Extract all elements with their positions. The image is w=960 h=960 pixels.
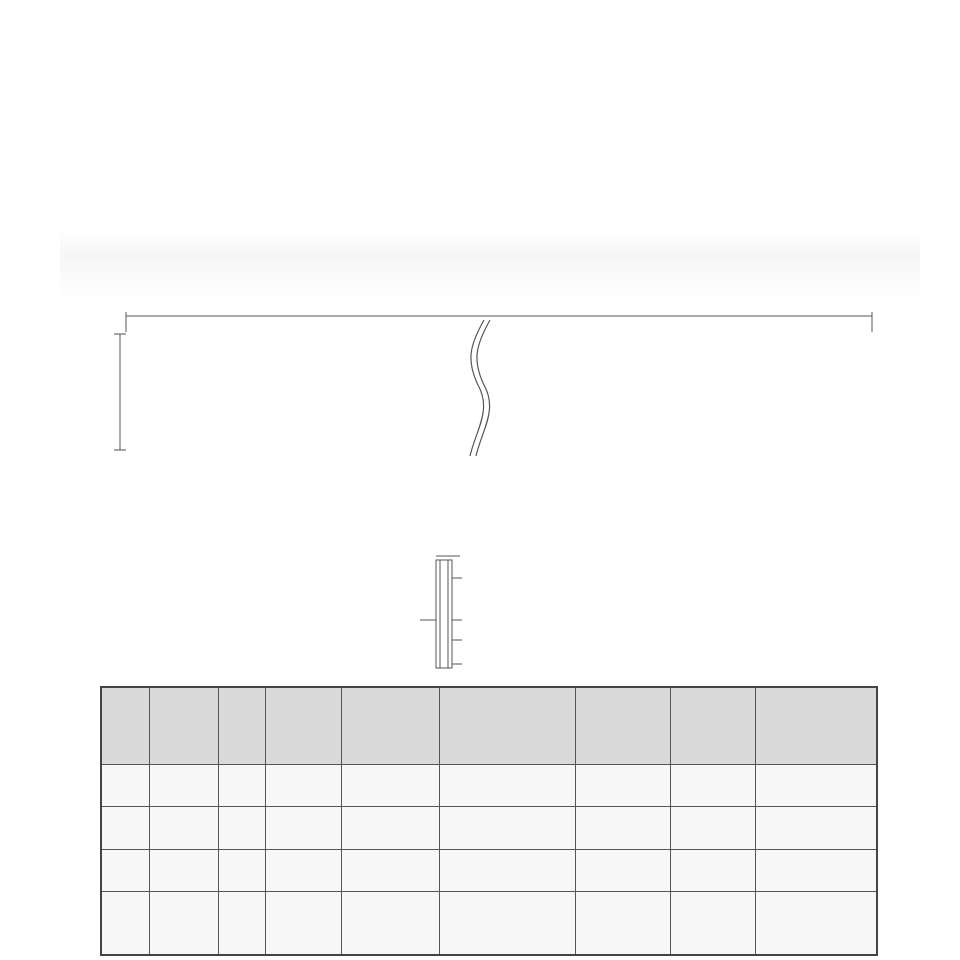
cell-no — [101, 807, 150, 849]
header-no — [101, 687, 150, 765]
cell-height — [439, 849, 576, 891]
cell-length — [576, 765, 671, 807]
cell-height — [439, 891, 576, 955]
cell-cross-bar — [266, 849, 342, 891]
cell-wire — [150, 807, 219, 849]
cell-no — [101, 765, 150, 807]
cell-length — [576, 891, 671, 955]
cell-wire-thickness — [219, 807, 266, 849]
cell-width — [670, 765, 755, 807]
cell-width — [670, 891, 755, 955]
cell-height — [439, 765, 576, 807]
cell-wire — [150, 891, 219, 955]
grating-section-view — [420, 556, 462, 668]
cell-materials — [755, 891, 877, 955]
table-row — [101, 807, 877, 849]
cell-cross-bar — [266, 807, 342, 849]
cell-cross-bar-space — [341, 849, 439, 891]
length-dimension — [126, 312, 872, 332]
cell-materials — [755, 849, 877, 891]
cell-wire — [150, 849, 219, 891]
header-wire-thickness — [219, 687, 266, 765]
header-length — [576, 687, 671, 765]
cell-wire — [150, 765, 219, 807]
cell-cross-bar-space — [341, 765, 439, 807]
table-row — [101, 891, 877, 955]
cell-wire-thickness — [219, 849, 266, 891]
cell-cross-bar — [266, 765, 342, 807]
cell-width — [670, 807, 755, 849]
header-cross-bar — [266, 687, 342, 765]
table-row — [101, 849, 877, 891]
table-row — [101, 765, 877, 807]
cell-no — [101, 849, 150, 891]
spec-table — [100, 686, 878, 956]
header-height — [439, 687, 576, 765]
cell-cross-bar-space — [341, 807, 439, 849]
header-wire — [150, 687, 219, 765]
cell-width — [670, 849, 755, 891]
cell-materials — [755, 765, 877, 807]
header-cross-bar-space — [341, 687, 439, 765]
cell-height — [439, 807, 576, 849]
cell-length — [576, 849, 671, 891]
cell-materials — [755, 807, 877, 849]
width-dimension — [114, 334, 126, 450]
header-width — [670, 687, 755, 765]
cell-no — [101, 891, 150, 955]
cell-cross-bar-space — [341, 891, 439, 955]
cell-cross-bar — [266, 891, 342, 955]
table-header-row — [101, 687, 877, 765]
header-materials — [755, 687, 877, 765]
cell-wire-thickness — [219, 891, 266, 955]
cell-wire-thickness — [219, 765, 266, 807]
cell-length — [576, 807, 671, 849]
